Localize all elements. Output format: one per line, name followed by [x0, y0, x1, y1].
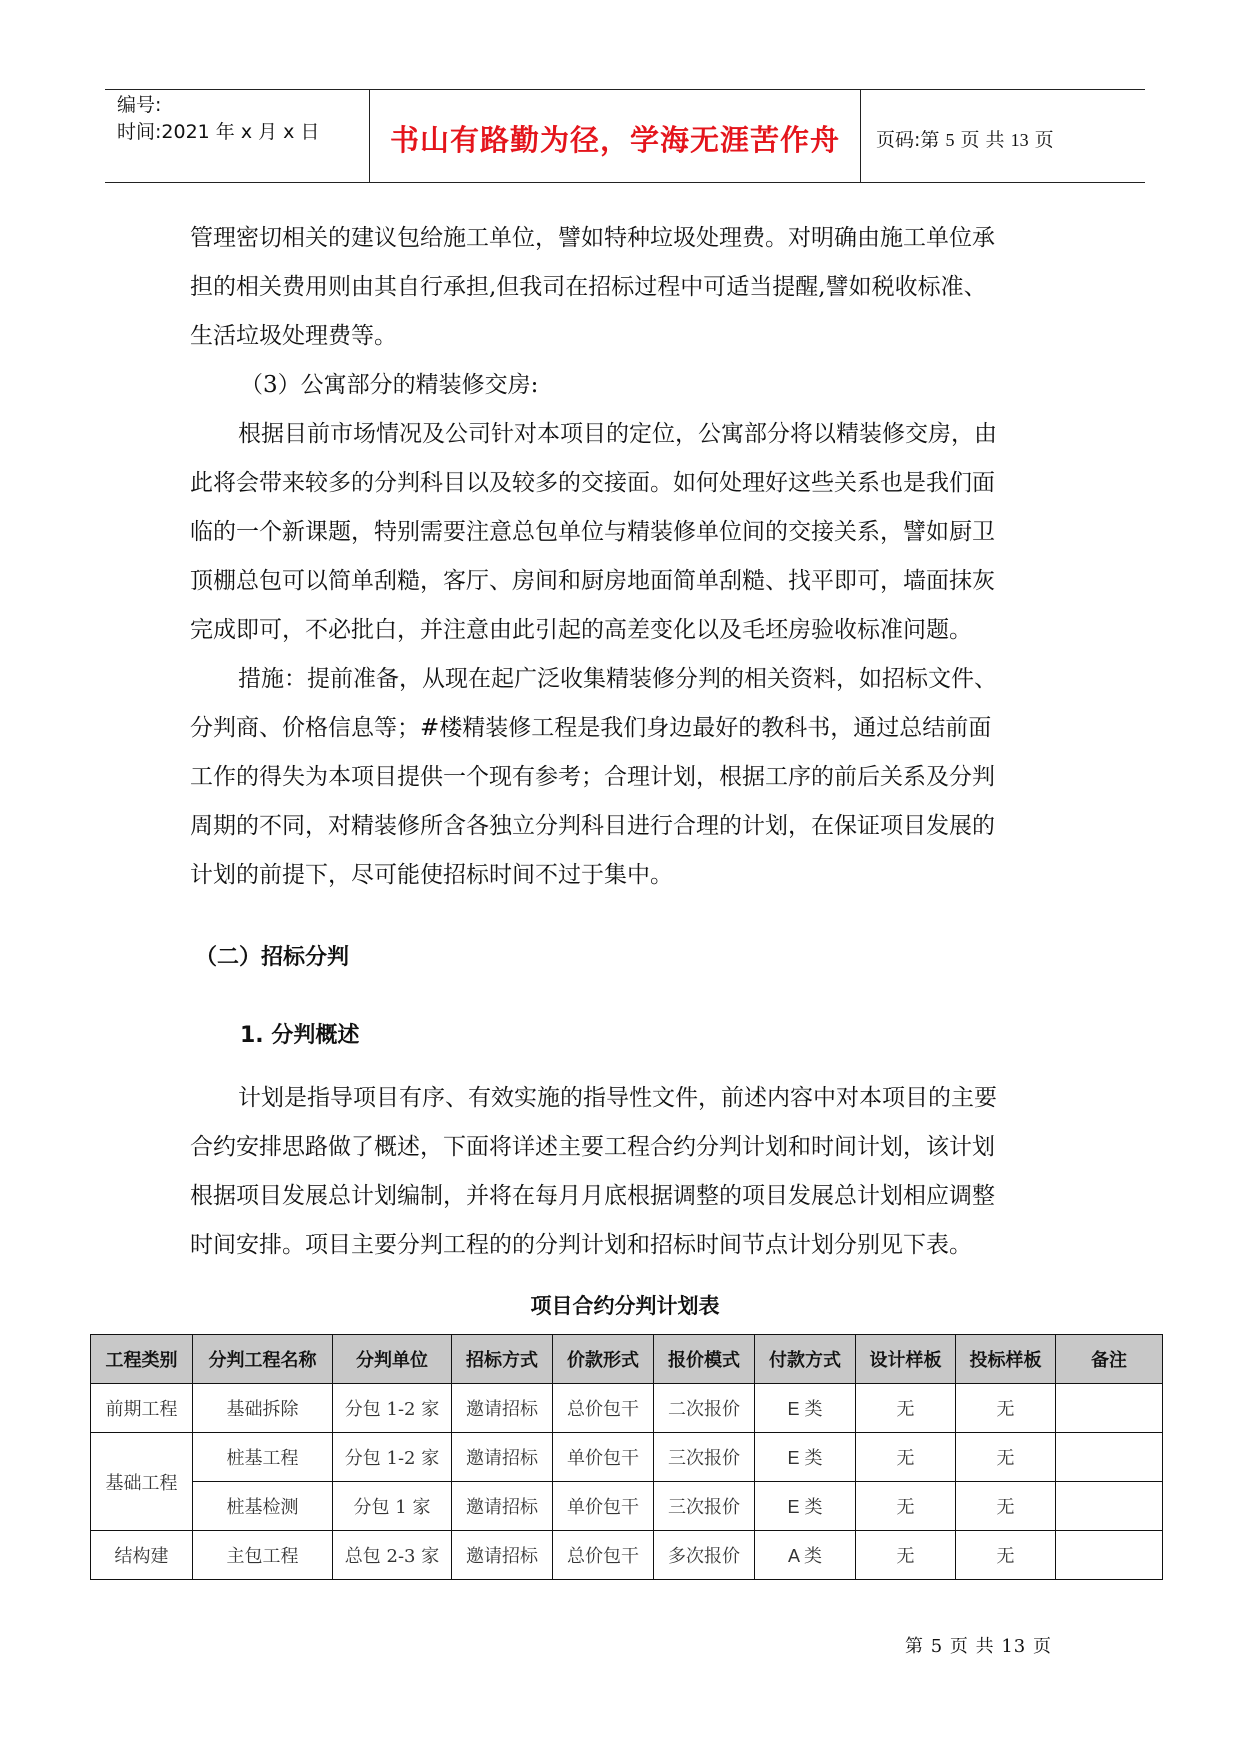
cell-unit: 分包 1-2 家: [333, 1433, 452, 1482]
column-header: 付款方式: [755, 1335, 856, 1384]
cell-unit: 总包 2-3 家: [333, 1531, 452, 1580]
text-line: 完成即可，不必批白，并注意由此引起的高差变化以及毛坯房验收标准问题。: [190, 617, 972, 643]
text-line: 临的一个新课题，特别需要注意总包单位与精装修单位间的交接关系，譬如厨卫: [190, 519, 995, 545]
header-page-mid: 页 共: [960, 129, 1005, 151]
header-page-info: [876, 125, 1054, 152]
cell-name: 主包工程: [193, 1531, 333, 1580]
cell-category: 基础工程: [91, 1433, 193, 1531]
table-header-row: [91, 1335, 1163, 1384]
cell-sample: 无: [956, 1482, 1056, 1531]
cell-bid: 邀请招标: [452, 1384, 553, 1433]
cell-note: [1056, 1384, 1163, 1433]
column-header: 招标方式: [452, 1335, 553, 1384]
cell-price: 单价包干: [553, 1482, 654, 1531]
column-header: 备注: [1056, 1335, 1163, 1384]
text-line: 合约安排思路做了概述，下面将详述主要工程合约分判计划和时间计划，该计划: [190, 1134, 995, 1160]
header-page-number: 5: [945, 130, 955, 150]
cell-category: 前期工程: [91, 1384, 193, 1433]
header-page-total: 13: [1010, 130, 1029, 150]
text-line: 分判商、价格信息等；#楼精装修工程是我们身边最好的教科书，通过总结前面: [190, 715, 992, 741]
text-line: 周期的不同，对精装修所含各独立分判科目进行合理的计划，在保证项目发展的: [190, 813, 995, 839]
cell-sample: 无: [956, 1384, 1056, 1433]
text-line: 工作的得失为本项目提供一个现有参考；合理计划，根据工序的前后关系及分判: [190, 764, 995, 790]
paragraph-5: [190, 1074, 1060, 1270]
cell-sample: 无: [956, 1531, 1056, 1580]
cell-category: 结构建: [91, 1531, 193, 1580]
header-bottom-rule: [105, 182, 1145, 183]
cell-bid: 邀请招标: [452, 1482, 553, 1531]
cell-price: 总价包干: [553, 1384, 654, 1433]
cell-pay: E 类: [755, 1433, 856, 1482]
text-line: 生活垃圾处理费等。: [190, 323, 397, 349]
contract-plan-table: [90, 1334, 1163, 1580]
cell-name: 基础拆除: [193, 1384, 333, 1433]
column-header: 设计样板: [856, 1335, 956, 1384]
section-heading: （二）招标分判: [195, 945, 350, 970]
cell-name: 桩基工程: [193, 1433, 333, 1482]
header-page-suffix: 页: [1034, 129, 1054, 151]
text-line: 此将会带来较多的分判科目以及较多的交接面。如何处理好这些关系也是我们面: [190, 470, 995, 496]
table-title: 项目合约分判计划表: [530, 1294, 720, 1318]
cell-design: 无: [856, 1531, 956, 1580]
table-row: [91, 1384, 1163, 1433]
column-header: 分判工程名称: [193, 1335, 333, 1384]
text-line: 计划的前提下，尽可能使招标时间不过于集中。: [190, 862, 673, 888]
text-line: 根据项目发展总计划编制，并将在每月月底根据调整的项目发展总计划相应调整: [190, 1183, 995, 1209]
column-header: 工程类别: [91, 1335, 193, 1384]
sub-heading: 1. 分判概述: [240, 1023, 360, 1048]
cell-pay: A 类: [755, 1531, 856, 1580]
column-header: 价款形式: [553, 1335, 654, 1384]
cell-bid: 邀请招标: [452, 1531, 553, 1580]
cell-name: 桩基检测: [193, 1482, 333, 1531]
header-meta: [117, 92, 319, 146]
column-header: 报价模式: [654, 1335, 755, 1384]
text-line: （3）公寓部分的精装修交房:: [240, 372, 539, 398]
text-line: 根据目前市场情况及公司针对本项目的定位，公寓部分将以精装修交房，由: [238, 421, 997, 447]
table-row: [91, 1433, 1163, 1482]
cell-design: 无: [856, 1384, 956, 1433]
paragraph-2: [240, 361, 1110, 410]
cell-note: [1056, 1482, 1163, 1531]
cell-quote: 三次报价: [654, 1433, 755, 1482]
page-footer: 第 5 页 共 13 页: [905, 1636, 1052, 1657]
table-row: [91, 1482, 1163, 1531]
header-motto: 书山有路勤为径，学海无涯苦作舟: [389, 123, 840, 157]
cell-price: 单价包干: [553, 1433, 654, 1482]
text-line: 时间安排。项目主要分判工程的的分判计划和招标时间节点计划分别见下表。: [190, 1232, 972, 1258]
cell-quote: 三次报价: [654, 1482, 755, 1531]
cell-quote: 二次报价: [654, 1384, 755, 1433]
cell-note: [1056, 1531, 1163, 1580]
text-line: 措施：提前准备，从现在起广泛收集精装修分判的相关资料，如招标文件、: [238, 666, 997, 692]
column-header: 投标样板: [956, 1335, 1056, 1384]
header-top-rule: [105, 89, 1145, 90]
table-row: [91, 1531, 1163, 1580]
cell-pay: E 类: [755, 1482, 856, 1531]
cell-unit: 分包 1-2 家: [333, 1384, 452, 1433]
cell-note: [1056, 1433, 1163, 1482]
column-header: 分判单位: [333, 1335, 452, 1384]
paragraph-1: [190, 214, 1060, 361]
text-line: 担的相关费用则由其自行承担,但我司在招标过程中可适当提醒,譬如税收标准、: [190, 274, 987, 300]
cell-quote: 多次报价: [654, 1531, 755, 1580]
header-code: 编号:: [117, 94, 162, 116]
text-line: 管理密切相关的建议包给施工单位，譬如特种垃圾处理费。对明确由施工单位承: [190, 225, 995, 251]
header-page-prefix: 页码:第: [876, 129, 940, 151]
paragraph-3: [190, 410, 1060, 655]
cell-unit: 分包 1 家: [333, 1482, 452, 1531]
text-line: 计划是指导项目有序、有效实施的指导性文件，前述内容中对本项目的主要: [238, 1085, 997, 1111]
cell-bid: 邀请招标: [452, 1433, 553, 1482]
header-date: 时间:2021 年 x 月 x 日: [117, 121, 320, 143]
cell-price: 总价包干: [553, 1531, 654, 1580]
cell-pay: E 类: [755, 1384, 856, 1433]
cell-design: 无: [856, 1482, 956, 1531]
cell-sample: 无: [956, 1433, 1056, 1482]
header-divider-right: [860, 89, 861, 183]
text-line: 顶棚总包可以简单刮糙，客厅、房间和厨房地面简单刮糙、找平即可，墙面抹灰: [190, 568, 995, 594]
cell-design: 无: [856, 1433, 956, 1482]
paragraph-4: [190, 655, 1060, 900]
